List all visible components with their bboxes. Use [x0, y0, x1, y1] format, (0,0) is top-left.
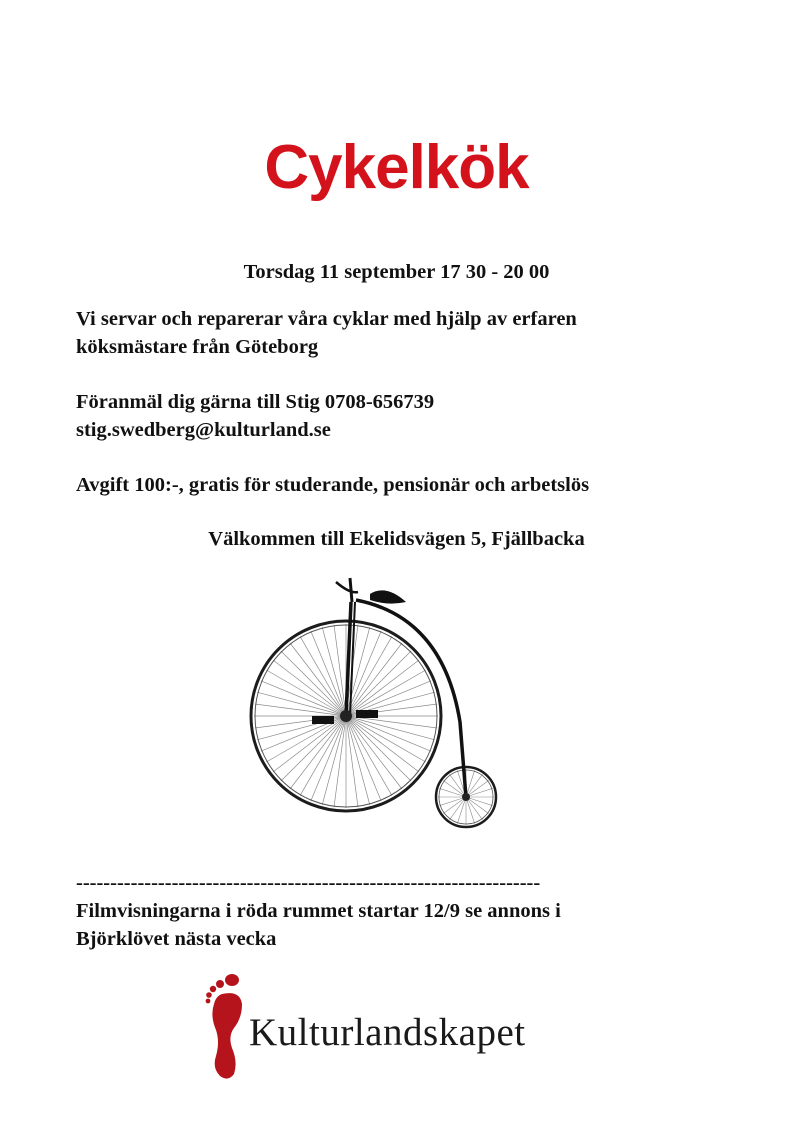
fee-line: Avgift 100:-, gratis för studerande, pensionär och arbetslös [76, 474, 590, 496]
divider-line: -------------------------------------------------------------------- [76, 872, 541, 894]
registration-line: Föranmäl dig gärna till Stig 0708-656739 [76, 391, 435, 413]
event-date: Torsdag 11 september 17 30 - 20 00 [243, 261, 550, 283]
penny-farthing-bicycle-icon [238, 572, 500, 834]
description-line-1: Vi servar och reparerar våra cyklar med hjälp av erfaren [76, 308, 577, 330]
registration-email: stig.swedberg@kulturland.se [76, 419, 331, 441]
description-line-2: köksmästare från Göteborg [76, 336, 319, 358]
flyer-title: Cykelkök [264, 133, 529, 202]
footprint-logo-icon [200, 972, 252, 1082]
notice-line-1: Filmvisningarna i röda rummet startar 12/9 se annons i [76, 900, 561, 922]
kulturlandskapet-logo-text: Kulturlandskapet [249, 1011, 526, 1054]
notice-line-2: Björklövet nästa vecka [76, 928, 277, 950]
welcome-line: Välkommen till Ekelidsvägen 5, Fjällbacka [208, 528, 585, 550]
